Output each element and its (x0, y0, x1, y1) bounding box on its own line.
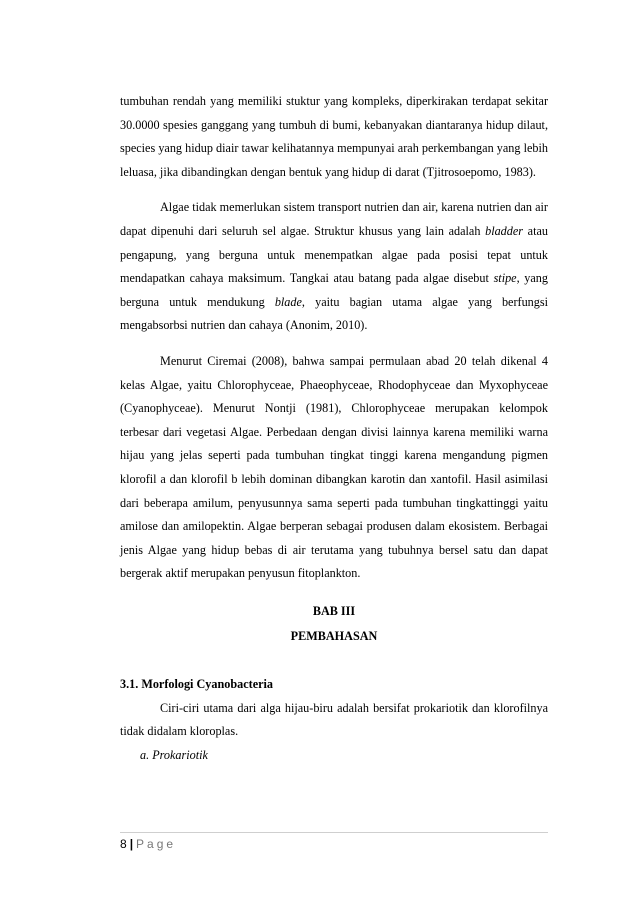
footer-separator: | (129, 837, 134, 851)
text-run: , yaitu bagian utama algae yang berfungsi mengabsorbsi nutrien dan cahaya (Anonim, 2010). (120, 294, 548, 333)
section-heading: 3.1. Morfologi Cyanobacteria (120, 677, 273, 692)
list-item-a: a. Prokariotik (140, 747, 208, 762)
term-stipe: stipe (493, 271, 517, 286)
page-footer (120, 832, 548, 851)
paragraph-algae-structure (120, 196, 548, 338)
chapter-label: BAB III (312, 603, 356, 618)
page-number: 8 (120, 837, 127, 851)
text-run: atau pengapung, yang berguna untuk menempatkan algae pada posisi tepat untuk mendapatkan cahaya maksimum. Tangkai atau batang pada algae disebut (120, 223, 548, 286)
page-label: Page (136, 837, 177, 851)
paragraph-intro-continuation: tumbuhan rendah yang memiliki stuktur yang kompleks, diperkirakan terdapat sekitar 30.0000 spesies ganggang yang tumbuh di bumi, kebanyakan diantaranya hidup dilaut, species yang hidup diair tawar kelihatannya mempunyai arah perkembangan yang lebih leluasa, jika dibandingkan dengan bentuk yang hidup di darat (Tjitrosoepomo, 1983). (120, 94, 548, 179)
page-content (120, 90, 548, 767)
paragraph-algae-classes: Menurut Ciremai (2008), bahwa sampai permulaan abad 20 telah dikenal 4 kelas Algae, yaitu Chlorophyceae, Phaeophyceae, Rhodophyceae dan Myxophyceae (Cyanophyceae). Menurut Nontji (1981), Chlorophyceae merupakan kelompok terbesar dari vegetasi Algae. Perbedaan dengan divisi lainnya karena memiliki warna hijau yang jelas seperti pada tumbuhan tingkat tinggi karena mengandung pigmen klorofil a dan klorofil b lebih dominan dibangkan karotin dan xantofil. Hasil asimilasi dari beberapa amilum, penyusunnya sama seperti pada tumbuhan tingkattinggi yaitu amilose dan amilopektin. Algae berperan sebagai produsen dalam ekosistem. Berbagai jenis Algae yang hidup bebas di air terutama yang tubuhnya bersel satu dan dapat bergerak aktif merupakan penyusun fitoplankton. (120, 353, 548, 581)
text-run: Algae tidak memerlukan sistem transport nutrien dan air, karena nutrien dan air dapat dipenuhi dari seluruh sel algae. Struktur khusus yang lain adalah (120, 200, 548, 238)
term-bladder: bladder (485, 223, 524, 238)
text-run: , yang berguna untuk mendukung (120, 271, 548, 309)
paragraph-cyanobacteria-traits: Ciri-ciri utama dari alga hijau-biru adalah bersifat prokariotik dan klorofilnya tidak didalam kloroplas. (120, 700, 548, 739)
term-blade: blade (274, 294, 302, 309)
chapter-title: PEMBAHASAN (290, 629, 378, 644)
